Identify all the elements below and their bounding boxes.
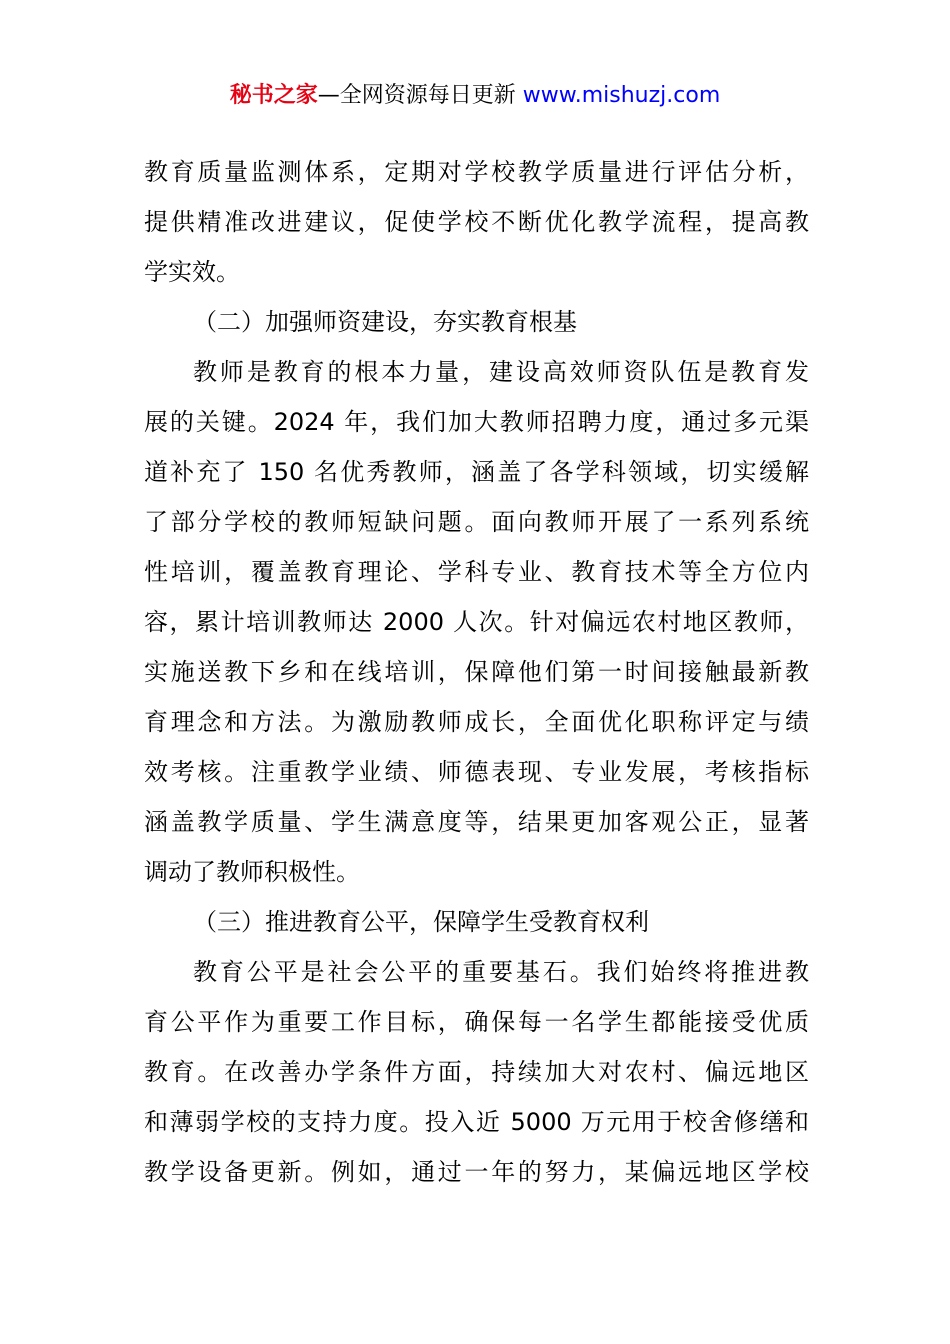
- text-line: 教育。在改善办学条件方面，持续加大对农村、偏远地区: [144, 1058, 809, 1086]
- text-line: 实施送教下乡和在线培训，保障他们第一时间接触最新教: [144, 658, 809, 686]
- header-slogan: —全网资源每日更新: [317, 83, 516, 108]
- text-line: 了部分学校的教师短缺问题。面向教师开展了一系列系统: [144, 508, 809, 536]
- text-line: 效考核。注重教学业绩、师德表现、专业发展，考核指标: [144, 758, 809, 786]
- text-line: 学实效。: [144, 258, 240, 286]
- text-line: 育公平作为重要工作目标，确保每一名学生都能接受优质: [144, 1008, 809, 1036]
- text-line: 调动了教师积极性。: [144, 858, 360, 886]
- document-body: [144, 147, 809, 1197]
- text-line: 教育质量监测体系，定期对学校教学质量进行评估分析，: [144, 158, 809, 186]
- text-line: 涵盖教学质量、学生满意度等，结果更加客观公正，显著: [144, 808, 809, 836]
- text-line: 教育公平是社会公平的重要基石。我们始终将推进教: [193, 958, 809, 986]
- section-heading-2: （二）加强师资建设，夯实教育根基: [193, 308, 577, 336]
- text-line: 提供精准改进建议，促使学校不断优化教学流程，提高教: [144, 208, 809, 236]
- site-url-link[interactable]: www.mishuzj.com: [522, 83, 721, 108]
- text-line: 容，累计培训教师达 2000 人次。针对偏远农村地区教师，: [144, 608, 809, 636]
- text-line: 育理念和方法。为激励教师成长，全面优化职称评定与绩: [144, 708, 809, 736]
- brand-name: 秘书之家: [229, 83, 318, 108]
- section-heading-3: （三）推进教育公平，保障学生受教育权利: [193, 908, 649, 936]
- text-line: 教师是教育的根本力量，建设高效师资队伍是教育发: [193, 358, 809, 386]
- text-line: 展的关键。2024 年，我们加大教师招聘力度，通过多元渠: [144, 408, 809, 436]
- text-line: 性培训，覆盖教育理论、学科专业、教育技术等全方位内: [144, 558, 809, 586]
- page-header: [0, 78, 950, 114]
- text-line: 道补充了 150 名优秀教师，涵盖了各学科领域，切实缓解: [144, 458, 809, 486]
- text-line: 和薄弱学校的支持力度。投入近 5000 万元用于校舍修缮和: [144, 1108, 809, 1136]
- text-line: 教学设备更新。例如，通过一年的努力，某偏远地区学校: [144, 1158, 809, 1186]
